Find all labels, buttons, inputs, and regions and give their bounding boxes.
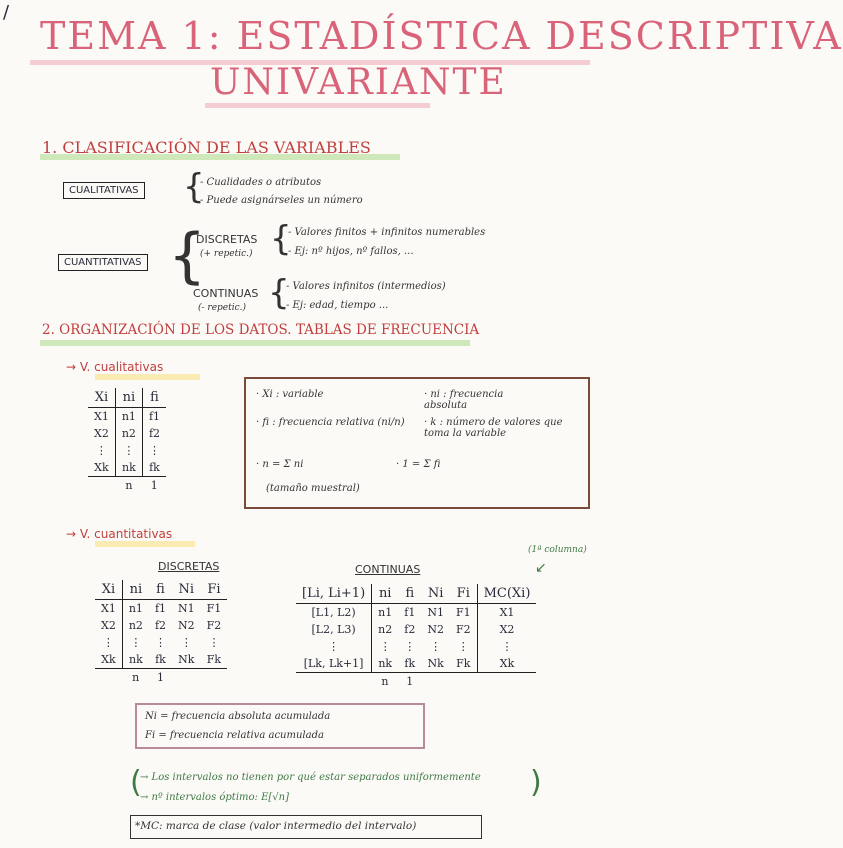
cell: F2	[206, 619, 222, 632]
table-row	[296, 655, 536, 673]
cell: n	[125, 479, 133, 492]
cell: 1	[156, 671, 164, 684]
legend-xi: · Xi : variable	[256, 389, 324, 400]
legend-n-note: (tamaño muestral)	[266, 483, 360, 494]
cell	[88, 477, 115, 495]
table-cualitativas	[88, 388, 166, 494]
cell	[421, 673, 450, 691]
corner-mark: /	[3, 2, 10, 23]
cell: 1	[150, 479, 158, 492]
arrow-down-icon: ↙	[535, 560, 547, 576]
cell: f1	[154, 602, 167, 615]
th: fi	[398, 584, 421, 604]
legend-k: · k : número de valores que toma la variable	[424, 417, 563, 439]
legend-f-sum: · 1 = Σ fi	[396, 459, 441, 470]
cell: n1	[378, 606, 393, 619]
table-row	[95, 634, 227, 651]
th: Ni	[421, 584, 450, 604]
cell: n2	[378, 623, 393, 636]
cell: ⋮	[88, 442, 115, 459]
cell: Xk	[499, 657, 515, 670]
continuas-note: (- repetic.)	[198, 303, 247, 313]
cell: Nk	[427, 657, 444, 670]
cell: ⋮	[180, 636, 192, 649]
section2-heading: 2. ORGANIZACIÓN DE LOS DATOS. TABLAS DE FRECUENCIA	[42, 322, 480, 338]
discretas-table-label: DISCRETAS	[158, 560, 220, 573]
cuantitativas-label-highlight	[95, 541, 195, 547]
cell: X1	[499, 606, 515, 619]
cualitativas-label-highlight	[95, 374, 200, 380]
cell: ⋮	[296, 638, 372, 655]
cell: n2	[128, 619, 143, 632]
table-row	[88, 459, 166, 477]
cell	[296, 673, 372, 691]
discretas-label: DISCRETAS	[196, 233, 258, 246]
th: ni	[372, 584, 399, 604]
page-subtitle: UNIVARIANTE	[210, 62, 507, 103]
continuas-label: CONTINUAS	[193, 287, 259, 300]
cell: ⋮	[95, 634, 122, 651]
cell: F1	[206, 602, 222, 615]
mc-note: *MC: marca de clase (valor intermedio del intervalo)	[135, 820, 417, 832]
cell: N1	[178, 602, 195, 615]
table-row	[296, 638, 536, 655]
cell: fk	[155, 653, 166, 666]
cell: Fk	[206, 653, 222, 666]
cell: [L2, L3)	[296, 621, 372, 638]
cell: X1	[88, 408, 115, 426]
cell: N1	[427, 606, 444, 619]
cell: ⋮	[450, 638, 477, 655]
cualitativas-item-1: - Cualidades o atributos	[200, 177, 322, 188]
cumulative-Ni: Ni = frecuencia absoluta acumulada	[145, 711, 331, 722]
legend-n-sum: · n = Σ ni	[256, 459, 304, 470]
th-xi: Xi	[88, 388, 115, 408]
legend-fi: · fi : frecuencia relativa (ni/n)	[256, 417, 405, 428]
cuantitativas-section-label: → V. cuantitativas	[66, 527, 173, 541]
mc-note-box	[130, 815, 482, 839]
table-total-row	[95, 669, 227, 687]
table-row	[95, 651, 227, 669]
cell: ⋮	[404, 640, 416, 653]
table-row	[88, 425, 166, 442]
continuas-table-label: CONTINUAS	[355, 563, 421, 576]
cell: Xk	[88, 459, 115, 477]
th: MC(Xi)	[477, 584, 536, 604]
cell: Nk	[178, 653, 195, 666]
th: Fi	[201, 580, 228, 600]
th: [Li, Li+1)	[296, 584, 372, 604]
continuas-item-2: - Ej: edad, tiempo ...	[286, 300, 389, 311]
green-note-2: → nº intervalos óptimo: E[√n]	[140, 792, 289, 803]
cualitativas-section-label: → V. cualitativas	[66, 360, 164, 374]
th: fi	[149, 580, 172, 600]
cell: f1	[404, 606, 416, 619]
cell: n1	[128, 602, 143, 615]
cell: 1	[406, 675, 414, 688]
th: Ni	[172, 580, 201, 600]
table-row	[88, 442, 166, 459]
columna-note: (1ª columna)	[528, 545, 587, 555]
cell: n	[381, 675, 389, 688]
cualitativas-item-2: - Puede asignárseles un número	[200, 195, 363, 206]
cumulative-Fi: Fi = frecuencia relativa acumulada	[145, 730, 324, 741]
cell: Xk	[95, 651, 122, 669]
discretas-brace: {	[270, 219, 292, 259]
cell: ⋮	[115, 442, 142, 459]
cell: X2	[95, 617, 122, 634]
cell: nk	[115, 459, 142, 477]
cell: ⋮	[501, 640, 513, 653]
continuas-brace: {	[268, 273, 290, 313]
cualitativas-brace: {	[183, 167, 205, 207]
th: Fi	[450, 584, 477, 604]
table-row	[296, 604, 536, 622]
cell: fk	[149, 461, 160, 474]
cell: f2	[404, 623, 416, 636]
cell: ⋮	[130, 636, 142, 649]
cell: ⋮	[208, 636, 220, 649]
cell: ⋮	[148, 444, 160, 457]
cualitativas-box: CUALITATIVAS	[63, 182, 145, 199]
cell: f1	[148, 410, 161, 423]
continuas-item-1: - Valores infinitos (intermedios)	[286, 281, 446, 292]
cell: F1	[450, 604, 477, 622]
discretas-item-1: - Valores finitos + infinitos numerables	[288, 227, 486, 238]
cumulative-box	[135, 703, 425, 749]
legend-box	[244, 377, 590, 509]
cell	[201, 669, 228, 687]
page-title: TEMA 1: ESTADÍSTICA DESCRIPTIVA	[40, 14, 843, 58]
table-row	[296, 621, 536, 638]
th-ni: ni	[115, 388, 142, 408]
green-bracket-right: )	[530, 765, 542, 800]
cell: X2	[88, 425, 115, 442]
cell: [Lk, Lk+1]	[296, 655, 372, 673]
section1-heading: 1. CLASIFICACIÓN DE LAS VARIABLES	[42, 138, 371, 157]
cell: f2	[148, 427, 161, 440]
cell: f2	[154, 619, 167, 632]
th: Xi	[95, 580, 122, 600]
cell	[477, 673, 536, 691]
subtitle-underline	[205, 103, 430, 108]
cell: n2	[115, 425, 142, 442]
discretas-note: (+ repetic.)	[200, 249, 253, 259]
cell: Fk	[450, 655, 477, 673]
cell: N2	[178, 619, 195, 632]
cuantitativas-box: CUANTITATIVAS	[58, 254, 148, 271]
cell: F2	[450, 621, 477, 638]
cell: ⋮	[379, 640, 391, 653]
cell: n1	[115, 408, 142, 426]
cell: n	[132, 671, 140, 684]
cell: fk	[404, 657, 416, 670]
table-row	[88, 408, 166, 426]
cell	[450, 673, 477, 691]
discretas-item-2: - Ej: nº hijos, nº fallos, ...	[288, 246, 414, 257]
cell	[172, 669, 201, 687]
cell: X1	[95, 600, 122, 618]
table-total-row	[296, 673, 536, 691]
cell: nk	[129, 653, 143, 666]
table-row	[95, 600, 227, 618]
cell: N2	[427, 623, 444, 636]
cell: nk	[378, 657, 393, 670]
table-discretas	[95, 580, 227, 686]
cuantitativas-brace: {	[168, 221, 207, 291]
section2-highlight	[40, 340, 470, 346]
cell: [L1, L2)	[296, 604, 372, 622]
green-note-1: → Los intervalos no tienen por qué estar separados uniformemente	[140, 772, 481, 783]
cell	[95, 669, 122, 687]
cell: ⋮	[154, 636, 166, 649]
table-row	[95, 617, 227, 634]
cell: ⋮	[430, 640, 442, 653]
cell: X2	[499, 623, 515, 636]
green-bracket-left: (	[130, 765, 142, 800]
th-fi: fi	[142, 388, 166, 408]
table-total-row	[88, 477, 166, 495]
th: ni	[122, 580, 149, 600]
legend-ni: · ni : frecuencia absoluta	[424, 389, 504, 411]
table-continuas	[296, 584, 536, 690]
